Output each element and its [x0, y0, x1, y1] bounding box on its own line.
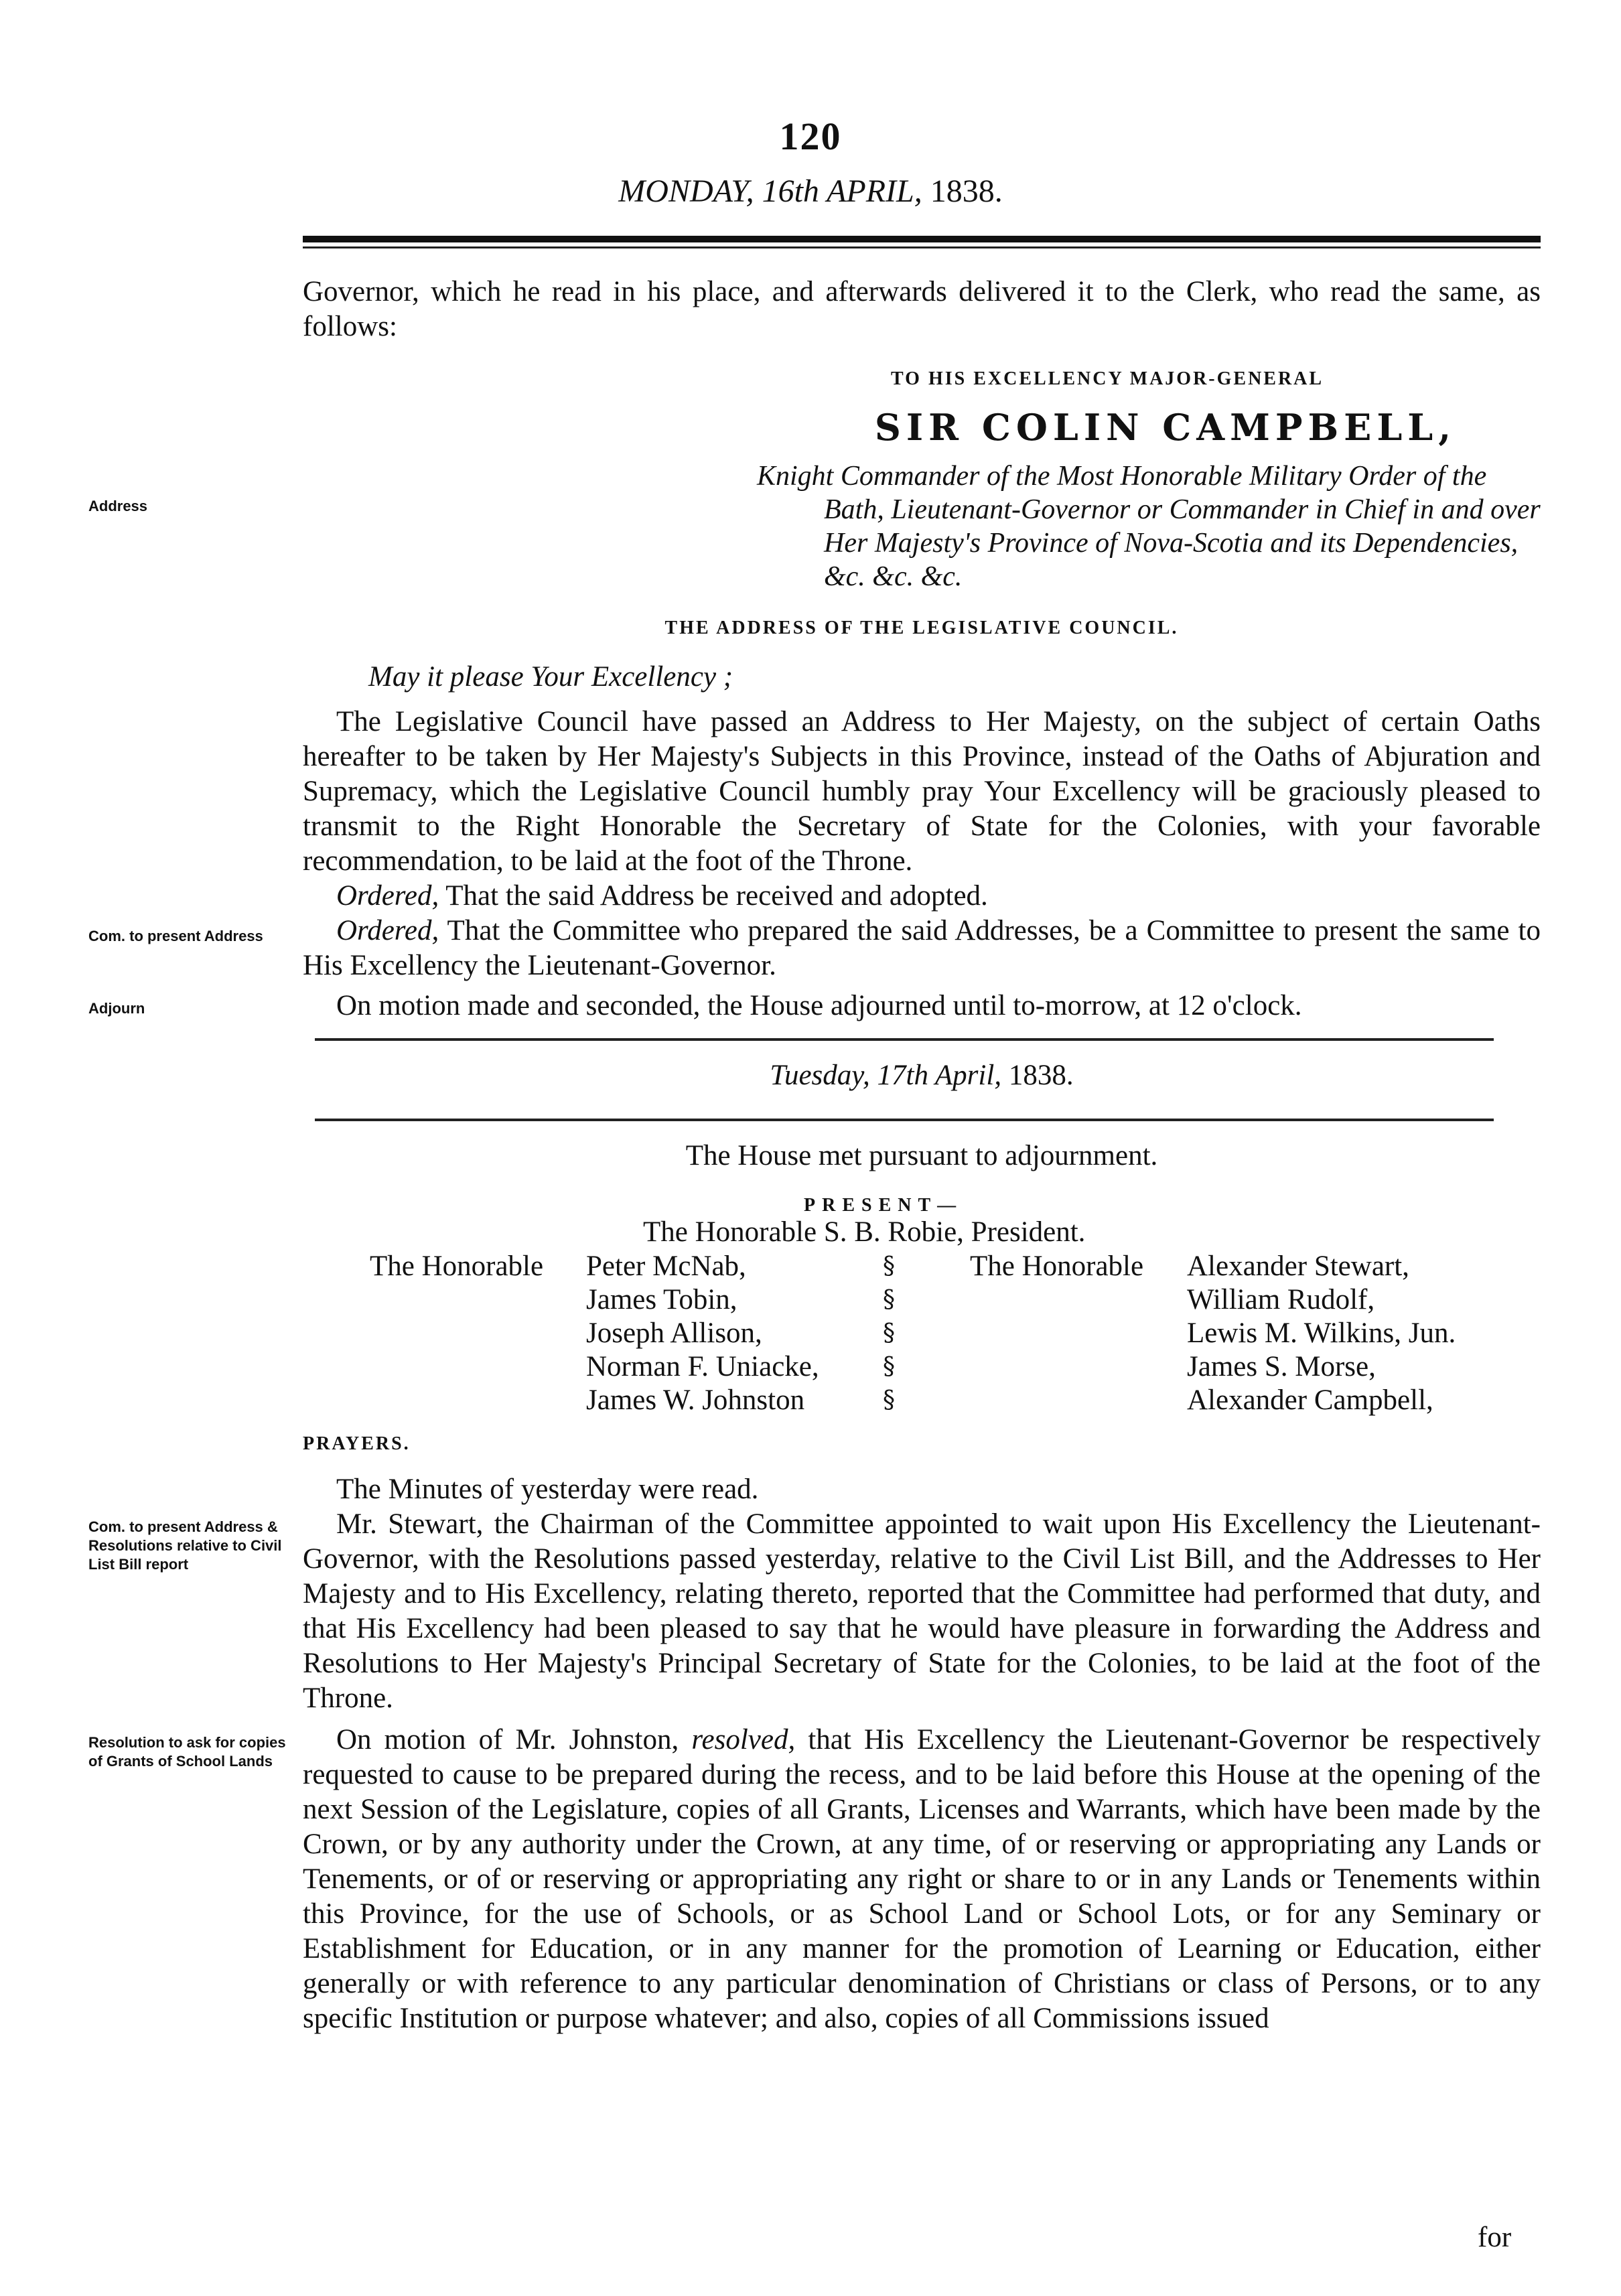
date-rest: 16th APRIL, 1838.: [762, 173, 1003, 209]
section-mark-glyph: §: [883, 1386, 895, 1414]
minutes-section: [303, 1472, 1541, 1716]
member-right: William Rudolf,: [1187, 1284, 1375, 1315]
section-mark-glyph: §: [883, 1286, 895, 1313]
catchword: for: [1478, 2222, 1512, 2253]
member-left: Peter McNab,: [586, 1250, 746, 1282]
member-right: Alexander Stewart,: [1187, 1250, 1409, 1282]
section-mark-glyph: §: [883, 1319, 895, 1347]
tuesday-date: Tuesday, 17th April, 1838.: [770, 1060, 1074, 1091]
brace-column: [883, 1250, 895, 1417]
adjourn-paragraph: On motion made and seconded, the House adjourned until to-morrow, at 12 o'clock.: [336, 990, 1302, 1021]
salutation: May it please Your Excellency ;: [368, 661, 733, 693]
president-line: The Honorable S. B. Robie, President.: [643, 1216, 1086, 1248]
member-left: James Tobin,: [586, 1284, 737, 1315]
margin-note-com-present-resolutions: Com. to present Address & Resolutions relative to Civil List Bill report: [88, 1518, 282, 1573]
section-mark-glyph: §: [883, 1252, 895, 1280]
ordered-adopted: Ordered, That the said Address be received and adopted.: [336, 880, 988, 912]
minutes-read: The Minutes of yesterday were read.: [336, 1474, 759, 1505]
honorable-label-right: The Honorable: [970, 1250, 1144, 1282]
address-body-text: The Legislative Council have passed an Address to Her Majesty, on the subject of certain Oaths hereafter to be taken by Her Majesty's Subjects in this Province, instead of the Oaths of Abjuration and Supremacy, which the Legislative Council humbly pray Your Excellency will be graciously pleased to transmit to the Right Honorable the Secretary of State for the Colonies, with your favorable recommendation, to be laid at the foot of the Throne.: [303, 706, 1541, 877]
margin-note-address: Address: [88, 498, 148, 514]
members-left-list: [586, 1250, 819, 1417]
intro-paragraph: Governor, which he read in his place, and afterwards delivered it to the Clerk, who read the same, as follows:: [303, 276, 1541, 342]
address-name: SIR COLIN CAMPBELL,: [874, 406, 1457, 449]
address-body: [303, 705, 1541, 983]
member-left: Joseph Allison,: [586, 1317, 762, 1349]
members-right-list: [1187, 1250, 1456, 1417]
page-date: [0, 173, 1621, 210]
date-day: MONDAY,: [618, 173, 754, 209]
section-mark-glyph: §: [883, 1353, 895, 1380]
prayers-heading: PRAYERS.: [303, 1433, 411, 1454]
section-rule-1: [315, 1038, 1494, 1041]
header-rule-thin: [303, 246, 1541, 248]
member-right: Lewis M. Wilkins, Jun.: [1187, 1317, 1456, 1349]
address-titles: Knight Commander of the Most Honorable Military Order of the Bath, Lieutenant-Governor or Commander in Chief in and over Her Majesty's Province of Nova-Scotia and its Dependencies, &c. &c. &c.: [757, 461, 1541, 592]
stewart-report: Mr. Stewart, the Chairman of the Committee appointed to wait upon His Excellency the Lieutenant-Governor, with the Resolutions passed yesterday, relative to the Civil List Bill, and the Addresses to Her Majesty and to His Excellency, relating thereto, reported that the Committee had performed that duty, and that His Excellency had been pleased to say that he would have pleasure in forwarding the Address and Resolutions to Her Majesty's Principal Secretary of State for the Colonies, to be laid at the foot of the Throne.: [303, 1508, 1541, 1714]
johnston-resolution: On motion of Mr. Johnston, resolved, that His Excellency the Lieutenant-Governor be respectively requested to cause to be prepared during the recess, and to be laid before this House at the opening of the next Session of the Legislature, copies of all Grants, Licenses and Warrants, which have been made by the Crown, or by any authority under the Crown, at any time, of or reserving or appropriating any Lands or Tenements, or of or reserving or appropriating any right or share to or in any Lands or Tenements within this Province, for the use of Schools, or as School Land or School Lots, or for any Seminary or Establishment for Education, or in any manner for the promotion of Learning or Education, either generally or with reference to any particular denomination of Christians or class of Persons, or to any specific Institution or purpose whatever; and also, copies of all Commissions issued: [303, 1724, 1541, 2034]
margin-note-adjourn: Adjourn: [88, 1000, 145, 1017]
address-heading: THE ADDRESS OF THE LEGISLATIVE COUNCIL.: [664, 618, 1179, 638]
member-left: James W. Johnston: [586, 1384, 805, 1416]
member-right: Alexander Campbell,: [1187, 1384, 1433, 1416]
house-met: The House met pursuant to adjournment.: [685, 1140, 1158, 1171]
header-rule-thick: [303, 236, 1541, 242]
present-label: PRESENT—: [804, 1195, 963, 1216]
honorable-label-left: The Honorable: [370, 1250, 544, 1282]
member-left: Norman F. Uniacke,: [586, 1351, 819, 1382]
ordered-committee: Ordered, That the Committee who prepared the said Addresses, be a Committee to present the same to His Excellency the Lieutenant-Governor.: [303, 915, 1541, 981]
address-to: TO HIS EXCELLENCY MAJOR-GENERAL: [891, 368, 1324, 389]
member-right: James S. Morse,: [1187, 1351, 1376, 1382]
margin-note-com-present-address: Com. to present Address: [88, 928, 263, 944]
margin-note-resolution-grants: Resolution to ask for copies of Grants of School Lands: [88, 1734, 286, 1770]
section-rule-2: [315, 1119, 1494, 1121]
page-number: 120: [779, 115, 842, 158]
